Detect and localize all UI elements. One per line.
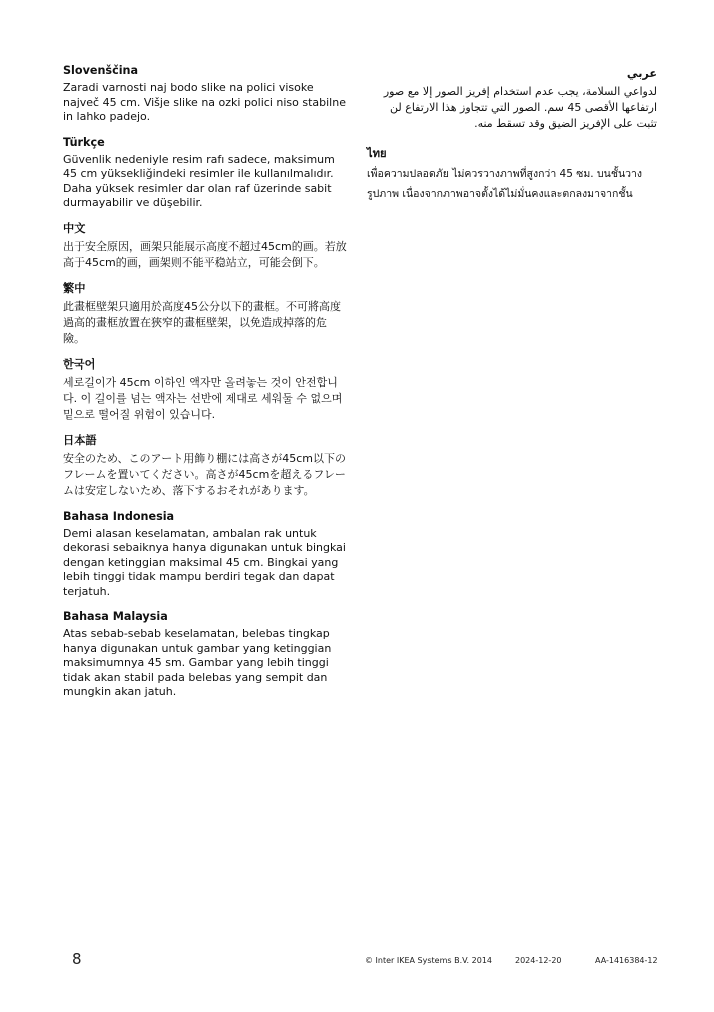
right-column (367, 66, 657, 214)
section-chinese-simplified (63, 221, 347, 271)
section-heading: Bahasa Indonesia (63, 509, 175, 523)
section-heading: 中文 (63, 221, 86, 235)
section-text: Atas sebab-sebab keselamatan, belebas tingkap hanya digunakan untuk gambar yang ketinggian maksimumnya 45 sm. Gambar yang lebih tinggi tidak akan stabil pada belebas yang sempit dan mungkin akan jatuh. (63, 627, 332, 698)
section-text: Zaradi varnosti naj bodo slike na polici visoke največ 45 cm. Višje slike na ozki polici niso stabilne in lahko padejo. (63, 81, 346, 123)
section-text: Demi alasan keselamatan, ambalan rak untuk dekorasi sebaiknya hanya digunakan untuk bingkai dengan ketinggian maksimal 45 cm. Bingkai yang lebih tinggi tidak mampu berdiri tegak dan dapat terjatuh. (63, 526, 346, 598)
document-id: AA-1416384-12 (595, 956, 658, 965)
page-number: 8 (72, 950, 82, 968)
section-text: 此畫框壁架只適用於高度45公分以下的畫框。不可將高度過高的畫框放置在狹窄的畫框壁架，以免造成掉落的危險。 (63, 299, 341, 345)
section-heading: 繁中 (63, 281, 86, 295)
section-chinese-traditional (63, 281, 347, 347)
section-text: 出于安全原因，画架只能展示高度不超过45cm的画。若放高于45cm的画，画架则不能平稳站立，可能会倒下。 (63, 239, 347, 269)
section-text: เพื่อความปลอดภัย ไม่ควรวางภาพที่สูงกว่า 45 ซม. บนชั้นวางรูปภาพ เนื่องจากภาพอาจตั้งได้ไม่มั่นคงและตกลงมาจากชั้น (367, 168, 643, 200)
section-text: لدواعي السلامة، يجب عدم استخدام إفريز الصور إلا مع صور ارتفاعها الأقصى 45 سم. الصور التي تتجاوز هذا الارتفاع لن تثبت على الإفريز الضيق وقد تسقط منه. (383, 85, 657, 130)
left-column (63, 63, 347, 710)
section-bahasa-indonesia (63, 509, 347, 600)
section-heading: Slovenščina (63, 64, 139, 77)
section-slovenscina (63, 63, 347, 125)
section-japanese (63, 433, 347, 499)
section-heading: 한국어 (63, 357, 96, 371)
section-heading: ไทย (367, 147, 387, 160)
section-heading: Türkçe (63, 135, 105, 149)
section-text: 安全のため、このアート用飾り棚には高さが45cm以下のフレームを置いてください。高さが45cmを超えるフレームは安定しないため、落下するおそれがあります。 (63, 451, 346, 497)
section-text: Güvenlik nedeniyle resim rafı sadece, maksimum 45 cm yüksekliğindeki resimler ile kullanılmalıdır. Daha yüksek resimler dar olan raf üzerinde sabit durmayabilir ve düşebilir. (63, 152, 335, 209)
section-heading: 日本語 (63, 433, 97, 447)
section-text: 세로길이가 45cm 이하인 액자만 올려놓는 것이 안전합니다. 이 길이를 넘는 액자는 선반에 제대로 세워둘 수 없으며 밑으로 떨어질 위험이 있습니다. (63, 375, 343, 421)
section-arabic (367, 66, 657, 132)
section-thai (367, 146, 657, 204)
copyright-notice: © Inter IKEA Systems B.V. 2014 (365, 956, 492, 965)
section-heading: عربي (626, 67, 657, 80)
section-bahasa-malaysia (63, 609, 347, 700)
section-heading: Bahasa Malaysia (63, 610, 168, 623)
publication-date: 2024-12-20 (515, 956, 562, 965)
section-korean (63, 357, 347, 423)
page-footer (0, 950, 714, 970)
section-turkce (63, 135, 347, 211)
